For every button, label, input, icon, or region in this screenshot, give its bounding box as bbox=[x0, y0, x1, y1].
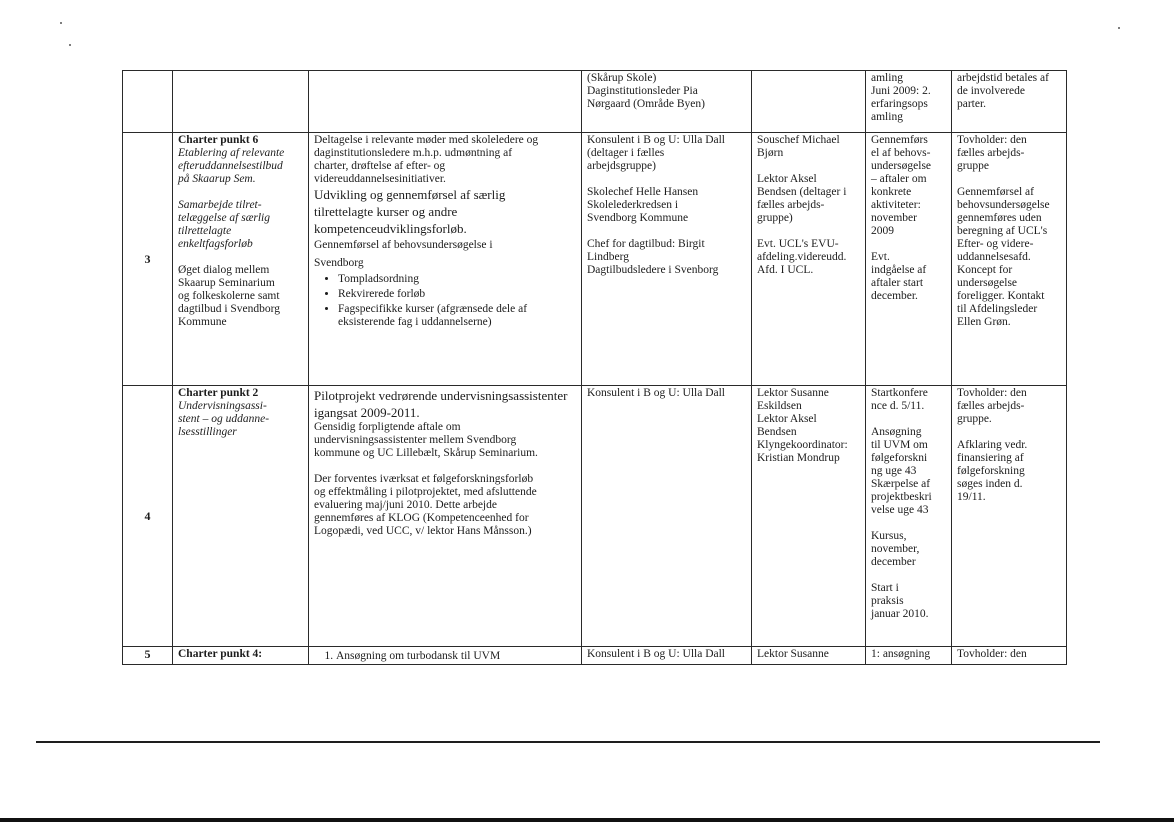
cell-responsible-ucl-empty bbox=[752, 71, 866, 133]
text-line: Gensidig forpligtende aftale om bbox=[314, 421, 461, 433]
text-line: Afd. I UCL. bbox=[757, 264, 814, 276]
text-line: de involverede bbox=[957, 85, 1026, 97]
cell-responsible-ucl bbox=[752, 386, 866, 647]
text-line: arbejdstid betales af bbox=[957, 72, 1049, 84]
collaboration-charter-table bbox=[122, 70, 1067, 665]
charter-point-title: Charter punkt 4: bbox=[178, 648, 263, 660]
text-line: november, bbox=[871, 543, 920, 555]
text-line: på Skaarup Sem. bbox=[178, 173, 256, 185]
text-line: afdeling.videreudd. bbox=[757, 251, 847, 263]
text-line: kompetenceudviklingsforløb. bbox=[314, 221, 467, 236]
text-line: Tovholder: den bbox=[957, 134, 1027, 146]
text-line: Etablering af relevante bbox=[178, 147, 285, 159]
text-line: gennemføres uden bbox=[957, 212, 1042, 224]
text-line: Samarbejde tilret- bbox=[178, 199, 262, 211]
text-line: telæggelse af særlig bbox=[178, 212, 270, 224]
text-line: december. bbox=[871, 290, 918, 302]
text-line: amling bbox=[871, 111, 903, 123]
text-line: daginstitutionsledere m.h.p. udmøntning af bbox=[314, 147, 513, 159]
text-line: el af behovs- bbox=[871, 147, 931, 159]
text-line: foreligger. Kontakt bbox=[957, 290, 1045, 302]
text-line: Klyngekoordinator: bbox=[757, 439, 848, 451]
cell-responsible-municipality bbox=[582, 133, 752, 386]
text-line: Skolechef Helle Hansen bbox=[587, 186, 699, 198]
text-line: Skaarup Seminarium bbox=[178, 277, 275, 289]
text-line: Konsulent i B og U: Ulla Dall bbox=[587, 648, 725, 660]
cell-notes bbox=[952, 133, 1067, 386]
text-line: følgeforskning bbox=[957, 465, 1025, 477]
cell-activity bbox=[309, 133, 582, 386]
text-line: følgeforskni bbox=[871, 452, 928, 464]
text-line: ng uge 43 bbox=[871, 465, 917, 477]
text-line: enkeltfagsforløb bbox=[178, 238, 253, 250]
cell-topic bbox=[173, 133, 309, 386]
page-divider-line bbox=[36, 741, 1100, 743]
text-line: Undervisningsassi- bbox=[178, 400, 267, 412]
text-line: Kursus, bbox=[871, 530, 907, 542]
text-line: til Afdelingsleder bbox=[957, 303, 1038, 315]
text-line: parter. bbox=[957, 98, 987, 110]
text-line: charter, drøftelse af efter- og bbox=[314, 160, 446, 172]
text-line: behovsundersøgelse bbox=[957, 199, 1050, 211]
text-line: stent – og uddanne- bbox=[178, 413, 270, 425]
text-line: Svendborg bbox=[314, 257, 364, 269]
cell-timeline bbox=[866, 133, 952, 386]
table-row-5 bbox=[123, 647, 1067, 665]
text-line: Startkonfere bbox=[871, 387, 928, 399]
text-line: Ellen Grøn. bbox=[957, 316, 1011, 328]
text-line: Koncept for bbox=[957, 264, 1013, 276]
text-line: praksis bbox=[871, 595, 904, 607]
text-line: videreuddannelsesinitiativer. bbox=[314, 173, 446, 185]
cell-timeline bbox=[866, 71, 952, 133]
list-item: • Rekvirerede forløb bbox=[338, 288, 576, 301]
text-line: tilrettelagte kurser og andre bbox=[314, 204, 458, 219]
text-line: Bjørn bbox=[757, 147, 784, 159]
text-line: finansiering af bbox=[957, 452, 1024, 464]
text-line: Evt. UCL's EVU- bbox=[757, 238, 839, 250]
text-line: projektbeskri bbox=[871, 491, 932, 503]
cell-notes bbox=[952, 647, 1067, 665]
text-line: arbejdsgruppe) bbox=[587, 160, 656, 172]
text-line: aftaler start bbox=[871, 277, 924, 289]
cell-responsible-municipality bbox=[582, 386, 752, 647]
text-line: Logopædi, ved UCC, v/ lektor Hans Månsson.) bbox=[314, 525, 532, 537]
text-line: Skolelederkredsen i bbox=[587, 199, 679, 211]
text-line: Lektor Susanne bbox=[757, 387, 829, 399]
text-line: undervisningsassistenter mellem Svendborg bbox=[314, 434, 517, 446]
cell-responsible-municipality bbox=[582, 71, 752, 133]
text-line: Ansøgning bbox=[871, 426, 922, 438]
cell-responsible-ucl bbox=[752, 647, 866, 665]
text-line: Souschef Michael bbox=[757, 134, 840, 146]
text-line: Gennemførsel af behovsundersøgelse i bbox=[314, 239, 493, 251]
text-line: evaluering maj/juni 2010. Dette arbejde bbox=[314, 499, 497, 511]
cell-notes bbox=[952, 386, 1067, 647]
table-row-continued bbox=[123, 71, 1067, 133]
row-number: 3 bbox=[123, 133, 173, 386]
text-line: Der forventes iværksat et følgeforskningsforløb bbox=[314, 473, 534, 485]
list-item: • Tompladsordning bbox=[338, 273, 576, 286]
charter-point-title: Charter punkt 6 bbox=[178, 134, 259, 146]
text-line: Kristian Mondrup bbox=[757, 452, 840, 464]
text-line: indgåelse af bbox=[871, 264, 927, 276]
text-line: Eskildsen bbox=[757, 400, 802, 412]
text-line: Evt. bbox=[871, 251, 890, 263]
offering-list bbox=[314, 273, 576, 329]
text-line: fælles arbejds- bbox=[957, 400, 1025, 412]
scan-speck bbox=[60, 22, 62, 24]
text-line: dagtilbud i Svendborg bbox=[178, 303, 281, 315]
list-item: • Fagspecifikke kurser (afgrænsede dele af eksisterende fag i uddannelserne) bbox=[338, 303, 576, 329]
table-row-3 bbox=[123, 133, 1067, 386]
cell-topic-empty bbox=[173, 71, 309, 133]
text-line: Efter- og videre- bbox=[957, 238, 1034, 250]
text-line: Chef for dagtilbud: Birgit bbox=[587, 238, 705, 250]
row-number: 4 bbox=[123, 386, 173, 647]
text-line: velse uge 43 bbox=[871, 504, 929, 516]
text-line: Gennemførsel af bbox=[957, 186, 1034, 198]
text-line: (Skårup Skole) bbox=[587, 72, 657, 84]
text-line: Daginstitutionsleder Pia bbox=[587, 85, 698, 97]
text-line: Lektor Aksel bbox=[757, 413, 817, 425]
text-line: gruppe bbox=[957, 160, 989, 172]
text-line: til UVM om bbox=[871, 439, 928, 451]
text-line: Pilotprojekt vedrørende undervisningsassistenter bbox=[314, 388, 568, 403]
text-line: januar 2010. bbox=[871, 608, 929, 620]
text-line: Nørgaard (Område Byen) bbox=[587, 98, 705, 110]
text-line: Lektor Aksel bbox=[757, 173, 817, 185]
text-line: Start i bbox=[871, 582, 899, 594]
text-line: Skærpelse af bbox=[871, 478, 931, 490]
text-line: kommune og UC Lillebælt, Skårup Seminarium. bbox=[314, 447, 538, 459]
text-line: nce d. 5/11. bbox=[871, 400, 925, 412]
text-line: amling bbox=[871, 72, 903, 84]
text-line: – aftaler om bbox=[871, 173, 927, 185]
text-line: Lindberg bbox=[587, 251, 629, 263]
text-line: Konsulent i B og U: Ulla Dall bbox=[587, 387, 725, 399]
cell-timeline bbox=[866, 647, 952, 665]
text-line: fælles arbejds- bbox=[957, 147, 1025, 159]
cell-notes bbox=[952, 71, 1067, 133]
text-line: Tovholder: den bbox=[957, 648, 1027, 660]
text-line: uddannelsesafd. bbox=[957, 251, 1031, 263]
text-line: Konsulent i B og U: Ulla Dall bbox=[587, 134, 725, 146]
text-line: gennemføres af KLOG (Kompetenceenhed for bbox=[314, 512, 529, 524]
charter-point-title: Charter punkt 2 bbox=[178, 387, 259, 399]
numbered-list bbox=[314, 650, 576, 663]
text-line: november bbox=[871, 212, 917, 224]
text-line: tilrettelagte bbox=[178, 225, 232, 237]
list-item: 1. Ansøgning om turbodansk til UVM bbox=[336, 650, 576, 663]
text-line: Lektor Susanne bbox=[757, 648, 829, 660]
page-bottom-edge bbox=[0, 818, 1174, 822]
scan-speck bbox=[1118, 27, 1120, 29]
text-line: Dagtilbudsledere i Svenborg bbox=[587, 264, 719, 276]
text-line: Øget dialog mellem bbox=[178, 264, 270, 276]
text-line: gruppe) bbox=[757, 212, 793, 224]
text-line: gruppe. bbox=[957, 413, 992, 425]
text-line: efteruddannelsestilbud bbox=[178, 160, 283, 172]
text-line: Afklaring vedr. bbox=[957, 439, 1028, 451]
text-line: 19/11. bbox=[957, 491, 986, 503]
text-line: december bbox=[871, 556, 916, 568]
cell-responsible-municipality bbox=[582, 647, 752, 665]
text-line: aktiviteter: bbox=[871, 199, 921, 211]
text-line: lsesstillinger bbox=[178, 426, 237, 438]
row-number: 5 bbox=[123, 647, 173, 665]
text-line: (deltager i fælles bbox=[587, 147, 665, 159]
text-line: søges inden d. bbox=[957, 478, 1023, 490]
cell-topic bbox=[173, 647, 309, 665]
text-line: fælles arbejds- bbox=[757, 199, 825, 211]
cell-activity bbox=[309, 647, 582, 665]
text-line: 2009 bbox=[871, 225, 894, 237]
text-line: og folkeskolerne samt bbox=[178, 290, 280, 302]
text-line: undersøgelse bbox=[871, 160, 932, 172]
text-line: Kommune bbox=[178, 316, 227, 328]
cell-number-empty bbox=[123, 71, 173, 133]
cell-activity-empty bbox=[309, 71, 582, 133]
text-line: konkrete bbox=[871, 186, 912, 198]
text-line: Svendborg Kommune bbox=[587, 212, 689, 224]
text-line: erfaringsops bbox=[871, 98, 928, 110]
text-line: Gennemførs bbox=[871, 134, 928, 146]
text-line: undersøgelse bbox=[957, 277, 1018, 289]
text-line: beregning af UCL's bbox=[957, 225, 1048, 237]
text-line: Tovholder: den bbox=[957, 387, 1027, 399]
text-line: igangsat 2009-2011. bbox=[314, 405, 420, 420]
text-line: Bendsen (deltager i bbox=[757, 186, 847, 198]
scan-speck bbox=[69, 44, 71, 46]
cell-responsible-ucl bbox=[752, 133, 866, 386]
text-line: Udvikling og gennemførsel af særlig bbox=[314, 187, 506, 202]
cell-topic bbox=[173, 386, 309, 647]
text-line: Bendsen bbox=[757, 426, 797, 438]
text-line: Juni 2009: 2. bbox=[871, 85, 931, 97]
text-line: 1: ansøgning bbox=[871, 648, 931, 660]
text-line: Deltagelse i relevante møder med skoleledere og bbox=[314, 134, 539, 146]
text-line: og effektmåling i pilotprojektet, med afsluttende bbox=[314, 486, 537, 498]
cell-timeline bbox=[866, 386, 952, 647]
table-row-4 bbox=[123, 386, 1067, 647]
cell-activity bbox=[309, 386, 582, 647]
